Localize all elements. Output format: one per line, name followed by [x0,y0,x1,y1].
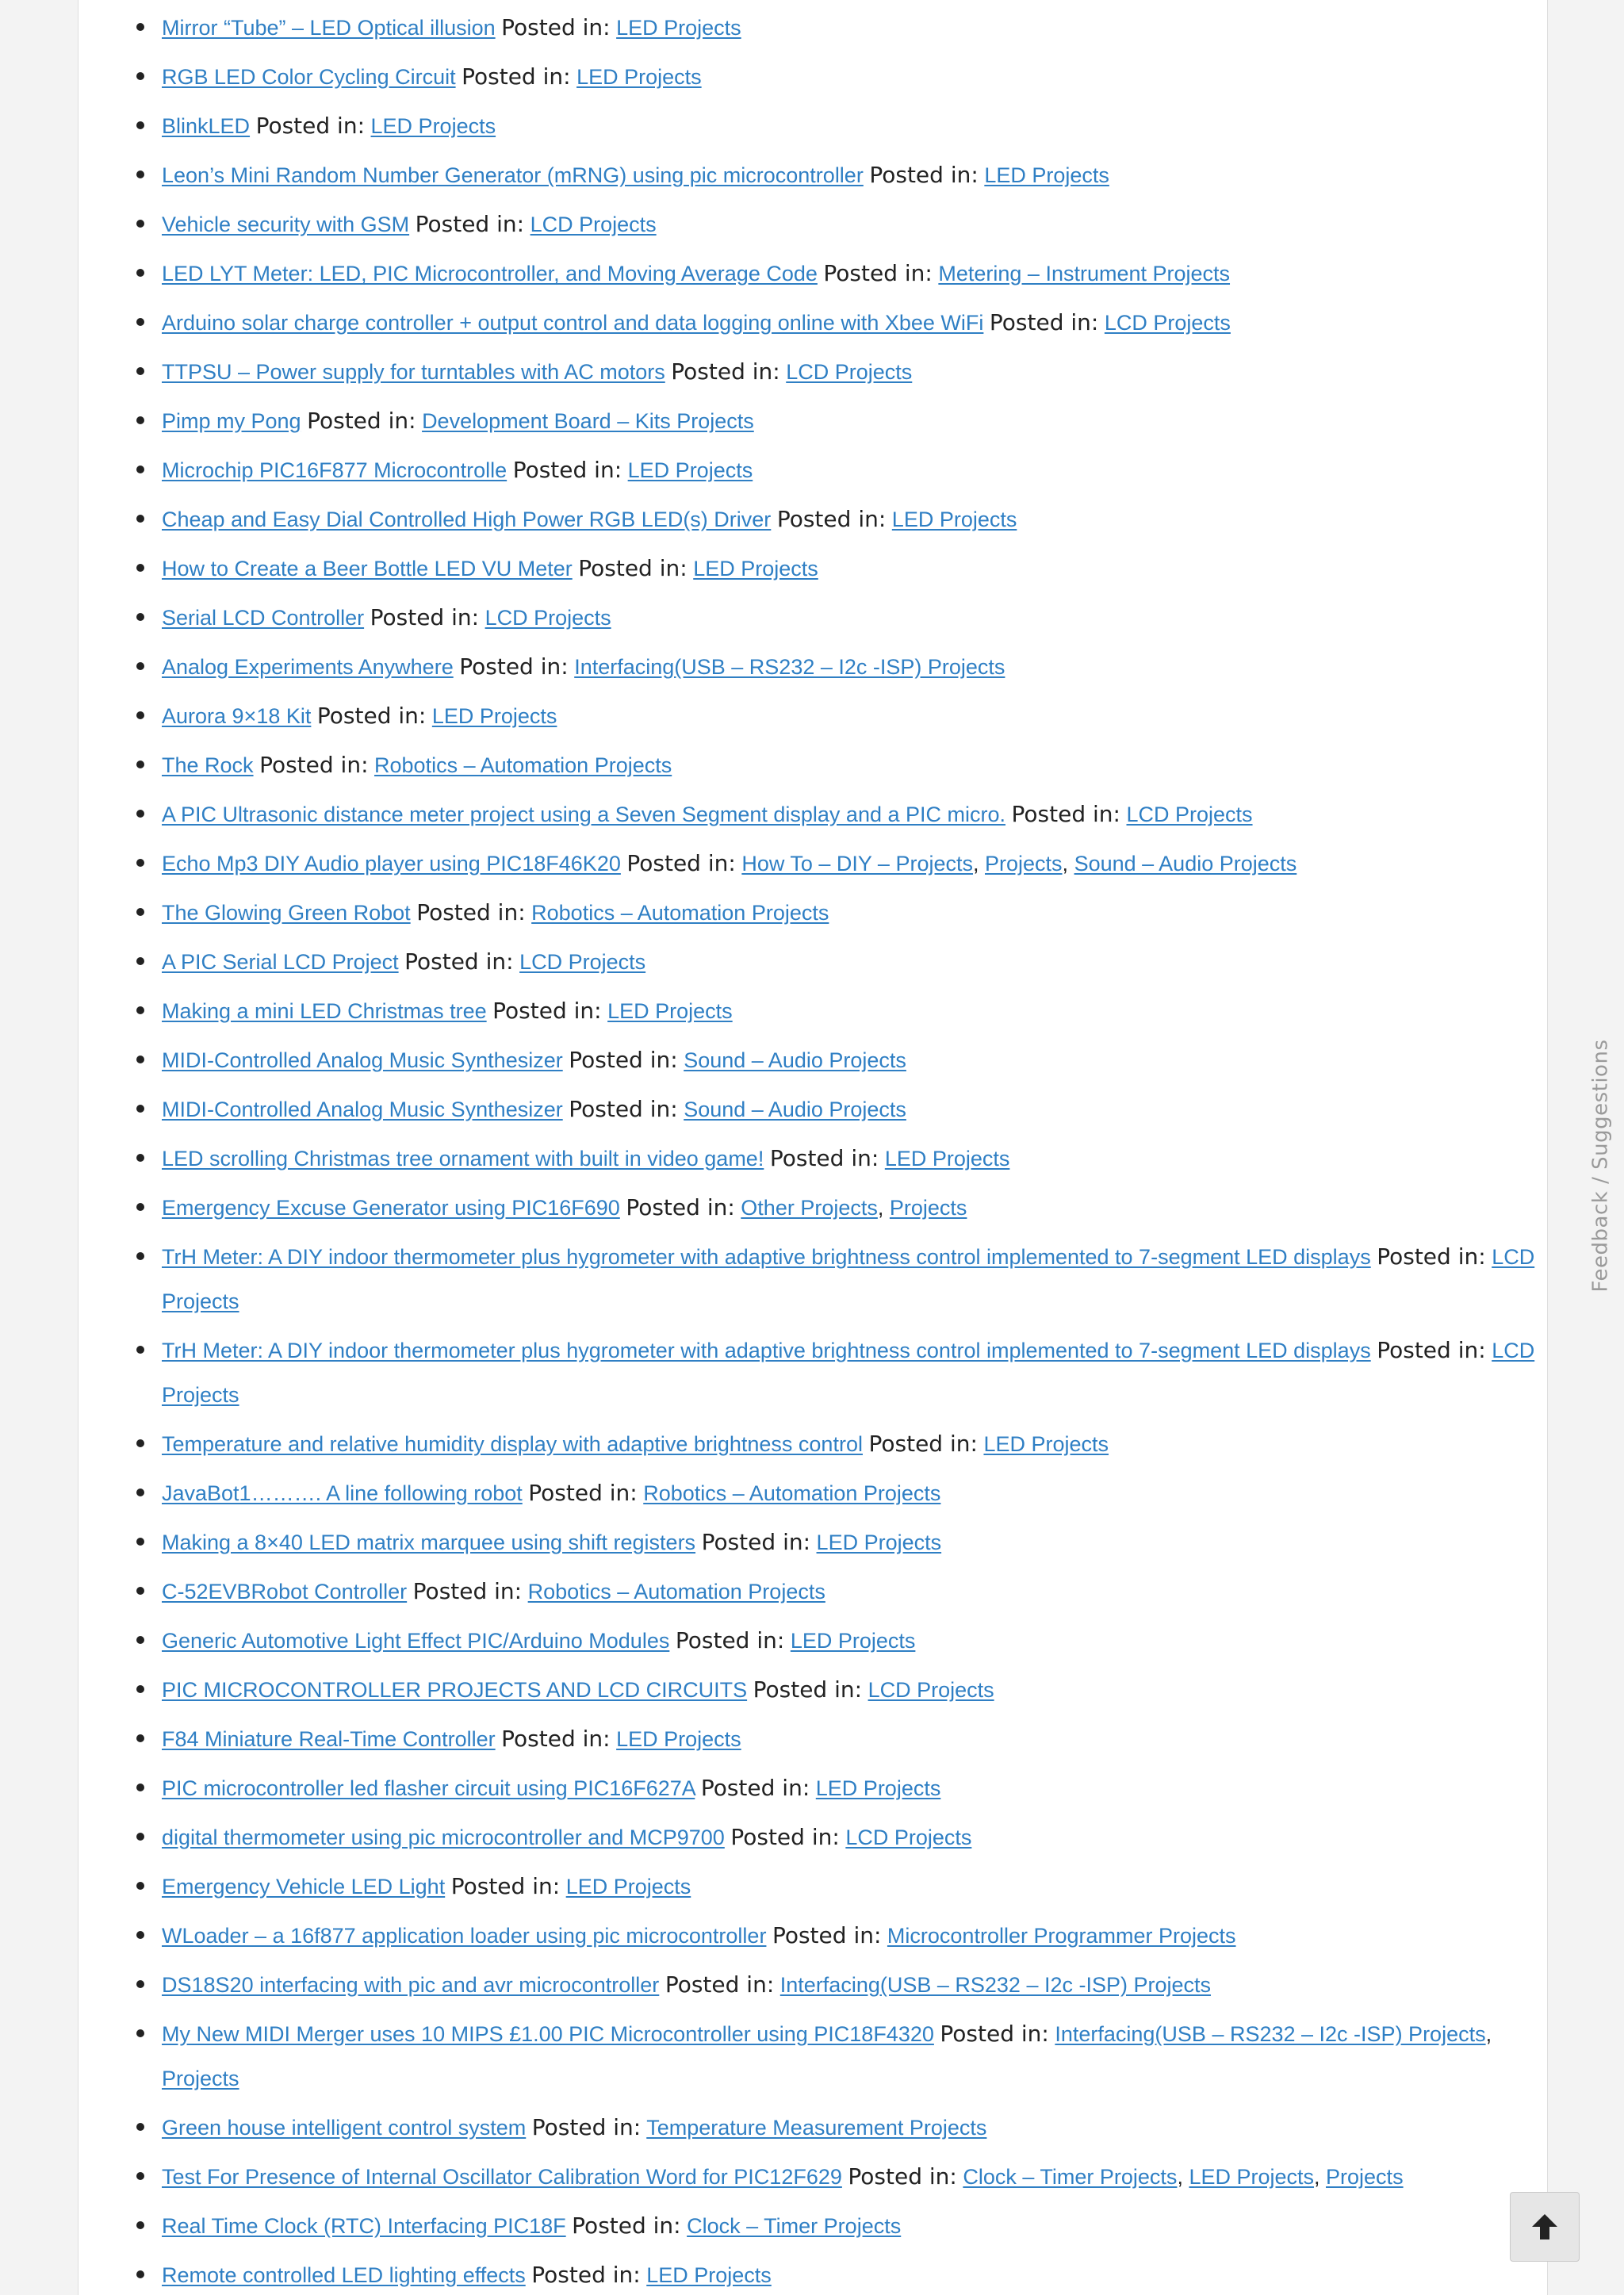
list-item [162,301,1542,345]
posted-in-label: Posted in: [730,1824,840,1850]
category-link[interactable]: LCD Projects [786,360,913,384]
list-item [162,104,1542,148]
category-link[interactable]: LED Projects [607,999,733,1023]
post-title-link[interactable]: Making a mini LED Christmas tree [162,999,487,1023]
category-link[interactable]: LCD Projects [845,1826,972,1849]
post-title-link[interactable]: PIC MICROCONTROLLER PROJECTS AND LCD CIRCUITS [162,1678,748,1702]
list-item [162,792,1542,837]
list-item [162,202,1542,247]
list-item [162,2253,1542,2295]
feedback-tab-label[interactable]: Feedback / Suggestions [1588,1039,1612,1293]
category-link[interactable]: Clock – Timer Projects [963,2165,1178,2189]
posted-in-label: Posted in: [255,113,366,139]
posted-in-label: Posted in: [459,653,569,680]
list-item [162,2155,1542,2199]
post-title-link[interactable]: Emergency Vehicle LED Light [162,1875,446,1898]
posted-in-label: Posted in: [1377,1243,1486,1270]
category-link[interactable]: LED Projects [884,1147,1010,1170]
list-item [162,1569,1542,1614]
list-item [162,1235,1542,1324]
post-title-link[interactable]: A PIC Serial LCD Project [162,950,399,974]
category-link[interactable]: Interfacing(USB – RS232 – I2c -ISP) Projects [1055,2022,1486,2046]
category-link[interactable]: Projects [985,852,1063,875]
category-link[interactable]: LED Projects [565,1875,691,1898]
category-link[interactable]: Clock – Timer Projects [687,2214,902,2238]
posted-in-label: Posted in: [569,1047,678,1073]
posted-in-label: Posted in: [370,604,480,630]
posted-in-label: Posted in: [569,1096,678,1122]
list-item [162,2204,1542,2248]
category-link[interactable]: Robotics – Automation Projects [374,753,672,777]
posted-in-label: Posted in: [1011,801,1120,827]
list-item [162,1422,1542,1466]
list-item [162,448,1542,492]
post-title-link[interactable]: Echo Mp3 DIY Audio player using PIC18F46K20 [162,852,621,875]
category-link[interactable]: LED Projects [891,508,1017,531]
post-title-link[interactable]: The Glowing Green Robot [162,901,411,925]
category-link[interactable]: LED Projects [816,1531,942,1554]
category-link[interactable]: LED Projects [616,16,741,40]
list-item [162,153,1542,197]
posted-in-label: Posted in: [512,457,622,483]
list-item [162,350,1542,394]
post-title-link[interactable]: Green house intelligent control system [162,2116,527,2140]
post-title-link[interactable]: The Rock [162,753,254,777]
posted-in-label: Posted in: [1377,1337,1486,1363]
list-item [162,891,1542,935]
post-title-link[interactable]: Generic Automotive Light Effect PIC/Arduino Modules [162,1629,670,1653]
post-title-link[interactable]: WLoader – a 16f877 application loader using pic microcontroller [162,1924,767,1948]
category-link[interactable]: LCD Projects [162,1339,1535,1407]
post-title-link[interactable]: Real Time Clock (RTC) Interfacing PIC18F [162,2214,566,2238]
post-title-link[interactable]: digital thermometer using pic microcontroller and MCP9700 [162,1826,725,1849]
list-item [162,1668,1542,1712]
category-link[interactable]: Development Board – Kits Projects [422,409,754,433]
category-link[interactable]: Robotics – Automation Projects [527,1580,825,1603]
post-title-link[interactable]: DS18S20 interfacing with pic and avr microcontroller [162,1973,660,1997]
post-title-link[interactable]: C-52EVBRobot Controller [162,1580,408,1603]
scroll-to-top-button[interactable] [1510,2192,1580,2262]
posted-in-label: Posted in: [307,408,416,434]
post-title-link[interactable]: My New MIDI Merger uses 10 MIPS £1.00 PIC Microcontroller using PIC18F4320 [162,2022,934,2046]
posted-in-label: Posted in: [671,358,780,385]
list-item [162,497,1542,542]
post-title-link[interactable]: RGB LED Color Cycling Circuit [162,65,456,89]
category-link[interactable]: Sound – Audio Projects [684,1098,906,1121]
post-title-link[interactable]: Pimp my Pong [162,409,301,433]
feedback-tab[interactable] [1583,1039,1618,1293]
post-title-link[interactable]: Aurora 9×18 Kit [162,704,312,728]
posted-in-label: Posted in: [823,260,933,286]
posted-in-label: Posted in: [772,1922,882,1948]
posted-in-label: Posted in: [626,1194,735,1220]
list-item [162,1087,1542,1132]
post-title-link[interactable]: Emergency Excuse Generator using PIC16F690 [162,1196,620,1220]
posted-in-label: Posted in: [531,2114,642,2140]
category-link[interactable]: LED Projects [815,1776,941,1800]
list-item [162,1914,1542,1958]
post-title-link[interactable]: PIC microcontroller led flasher circuit using PIC16F627A [162,1776,695,1800]
category-link[interactable]: LCD Projects [530,213,657,236]
list-item [162,1136,1542,1181]
category-link[interactable]: LCD Projects [1104,311,1231,335]
post-title-link[interactable]: Vehicle security with GSM [162,213,410,236]
list-item [162,399,1542,443]
category-link[interactable]: LCD Projects [868,1678,994,1702]
list-item [162,596,1542,640]
list-item [162,6,1542,50]
posted-in-label: Posted in: [868,1431,978,1457]
posted-in-label: Posted in: [665,1971,775,1998]
post-title-link[interactable]: JavaBot1………. A line following robot [162,1481,523,1505]
category-separator: , [972,852,985,875]
category-link[interactable]: Interfacing(USB – RS232 – I2c -ISP) Projects [779,1973,1212,1997]
posted-in-label: Posted in: [415,211,525,237]
list-item [162,1471,1542,1515]
posted-in-label: Posted in: [501,14,611,40]
post-title-link[interactable]: Temperature and relative humidity display with adaptive brightness control [162,1432,863,1456]
post-title-link[interactable]: MIDI-Controlled Analog Music Synthesizer [162,1098,563,1121]
list-item [162,1619,1542,1663]
category-link[interactable]: Projects [1326,2165,1404,2189]
list-item [162,1963,1542,2007]
list-item [162,55,1542,99]
category-link[interactable]: Temperature Measurement Projects [646,2116,987,2140]
category-link[interactable]: Sound – Audio Projects [1074,852,1297,875]
category-link[interactable]: Metering – Instrument Projects [938,262,1231,285]
posted-in-label: Posted in: [528,1480,638,1506]
posted-in-label: Posted in: [572,2213,681,2239]
post-title-link[interactable]: Arduino solar charge controller + output control and data logging online with Xbee WiFi [162,311,984,335]
post-title-link[interactable]: TrH Meter: A DIY indoor thermometer plus hygrometer with adaptive brightness control implemented to 7-segment LED displays [162,1339,1371,1362]
list-item [162,743,1542,787]
posted-in-label: Posted in: [412,1578,523,1604]
list-item [162,1717,1542,1761]
category-link[interactable]: LED Projects [790,1629,916,1653]
category-link[interactable]: Other Projects [741,1196,878,1220]
posted-in-label: Posted in: [848,2163,957,2190]
posted-in-label: Posted in: [701,1529,811,1555]
category-separator: , [877,1196,890,1220]
category-link[interactable]: Microcontroller Programmer Projects [887,1924,1236,1948]
list-item [162,1864,1542,1909]
posted-in-label: Posted in: [753,1676,863,1703]
posted-in-label: Posted in: [776,506,887,532]
category-link[interactable]: LED Projects [627,458,753,482]
posted-in-label: Posted in: [578,555,688,581]
category-link[interactable]: LCD Projects [519,950,646,974]
posted-in-label: Posted in: [316,703,427,729]
category-link[interactable]: Interfacing(USB – RS232 – I2c -ISP) Projects [574,655,1005,679]
category-separator: , [1314,2165,1327,2189]
post-title-link[interactable]: Leon’s Mini Random Number Generator (mRNG) using pic microcontroller [162,163,864,187]
posted-in-label: Posted in: [626,850,736,876]
posted-in-label: Posted in: [259,752,369,778]
post-title-link[interactable]: MIDI-Controlled Analog Music Synthesizer [162,1048,563,1072]
list-item [162,1328,1542,1417]
category-link[interactable]: LED Projects [616,1727,741,1751]
list-item [162,1038,1542,1082]
list-item [162,694,1542,738]
category-link[interactable]: Sound – Audio Projects [684,1048,906,1072]
category-link[interactable]: LED Projects [431,704,557,728]
post-title-link[interactable]: BlinkLED [162,114,251,138]
category-link[interactable]: Robotics – Automation Projects [643,1481,941,1505]
list-item [162,645,1542,689]
category-separator: , [1177,2165,1189,2189]
posted-in-label: Posted in: [501,1726,611,1752]
post-title-link[interactable]: F84 Miniature Real-Time Controller [162,1727,496,1751]
category-separator: , [1062,852,1074,875]
posted-in-label: Posted in: [404,948,514,975]
post-title-link[interactable]: Cheap and Easy Dial Controlled High Power RGB LED(s) Driver [162,508,772,531]
posted-in-label: Posted in: [531,2262,641,2288]
posted-in-label: Posted in: [492,998,602,1024]
category-link[interactable]: Projects [889,1196,967,1220]
posted-in-label: Posted in: [869,162,979,188]
posted-in-label: Posted in: [462,63,571,90]
post-title-link[interactable]: Serial LCD Controller [162,606,365,630]
posted-in-label: Posted in: [416,899,526,925]
category-separator: , [1485,2022,1492,2046]
posted-in-label: Posted in: [769,1145,879,1171]
category-link[interactable]: LED Projects [984,163,1109,187]
category-link[interactable]: LED Projects [693,557,818,580]
list-item [162,1186,1542,1230]
post-title-link[interactable]: Remote controlled LED lighting effects [162,2263,526,2287]
post-title-link[interactable]: LED LYT Meter: LED, PIC Microcontroller, and Moving Average Code [162,262,818,285]
category-link[interactable]: LED Projects [370,114,496,138]
post-title-link[interactable]: How to Create a Beer Bottle LED VU Meter [162,557,573,580]
post-title-link[interactable]: LED scrolling Christmas tree ornament with built in video game! [162,1147,764,1170]
posted-in-label: Posted in: [450,1873,561,1899]
post-title-link[interactable]: Making a 8×40 LED matrix marquee using shift registers [162,1531,696,1554]
category-link[interactable]: Robotics – Automation Projects [531,901,829,925]
list-item [162,546,1542,591]
post-title-link[interactable]: Microchip PIC16F877 Microcontrolle [162,458,508,482]
list-item [162,2012,1542,2101]
list-item [162,251,1542,296]
category-link[interactable]: LED Projects [1189,2165,1315,2189]
category-link[interactable]: How To – DIY – Projects [741,852,973,875]
category-link[interactable]: Projects [162,2067,239,2090]
list-item [162,2105,1542,2150]
posted-in-label: Posted in: [989,309,1099,335]
category-link[interactable]: LED Projects [646,2263,772,2287]
list-item [162,940,1542,984]
post-list [162,6,1542,2295]
list-item [162,1815,1542,1860]
category-link[interactable]: LCD Projects [485,606,611,630]
category-link[interactable]: LED Projects [576,65,702,89]
post-title-link[interactable]: TrH Meter: A DIY indoor thermometer plus hygrometer with adaptive brightness control implemented to 7-segment LED displays [162,1245,1371,1269]
post-title-link[interactable]: A PIC Ultrasonic distance meter project using a Seven Segment display and a PIC micro. [162,803,1006,826]
category-link[interactable]: LED Projects [983,1432,1109,1456]
posted-in-label: Posted in: [675,1627,785,1653]
list-item [162,1520,1542,1565]
posted-in-label: Posted in: [700,1775,810,1801]
category-link[interactable]: LCD Projects [1126,803,1253,826]
posted-in-label: Posted in: [940,2021,1049,2047]
post-title-link[interactable]: TTPSU – Power supply for turntables with AC motors [162,360,665,384]
list-item [162,1766,1542,1810]
arrow-up-icon [1529,2211,1561,2243]
list-item [162,841,1542,886]
post-title-link[interactable]: Test For Presence of Internal Oscillator Calibration Word for PIC12F629 [162,2165,842,2189]
post-title-link[interactable]: Mirror “Tube” – LED Optical illusion [162,16,496,40]
category-link[interactable]: LCD Projects [162,1245,1535,1313]
post-title-link[interactable]: Analog Experiments Anywhere [162,655,454,679]
list-item [162,989,1542,1033]
